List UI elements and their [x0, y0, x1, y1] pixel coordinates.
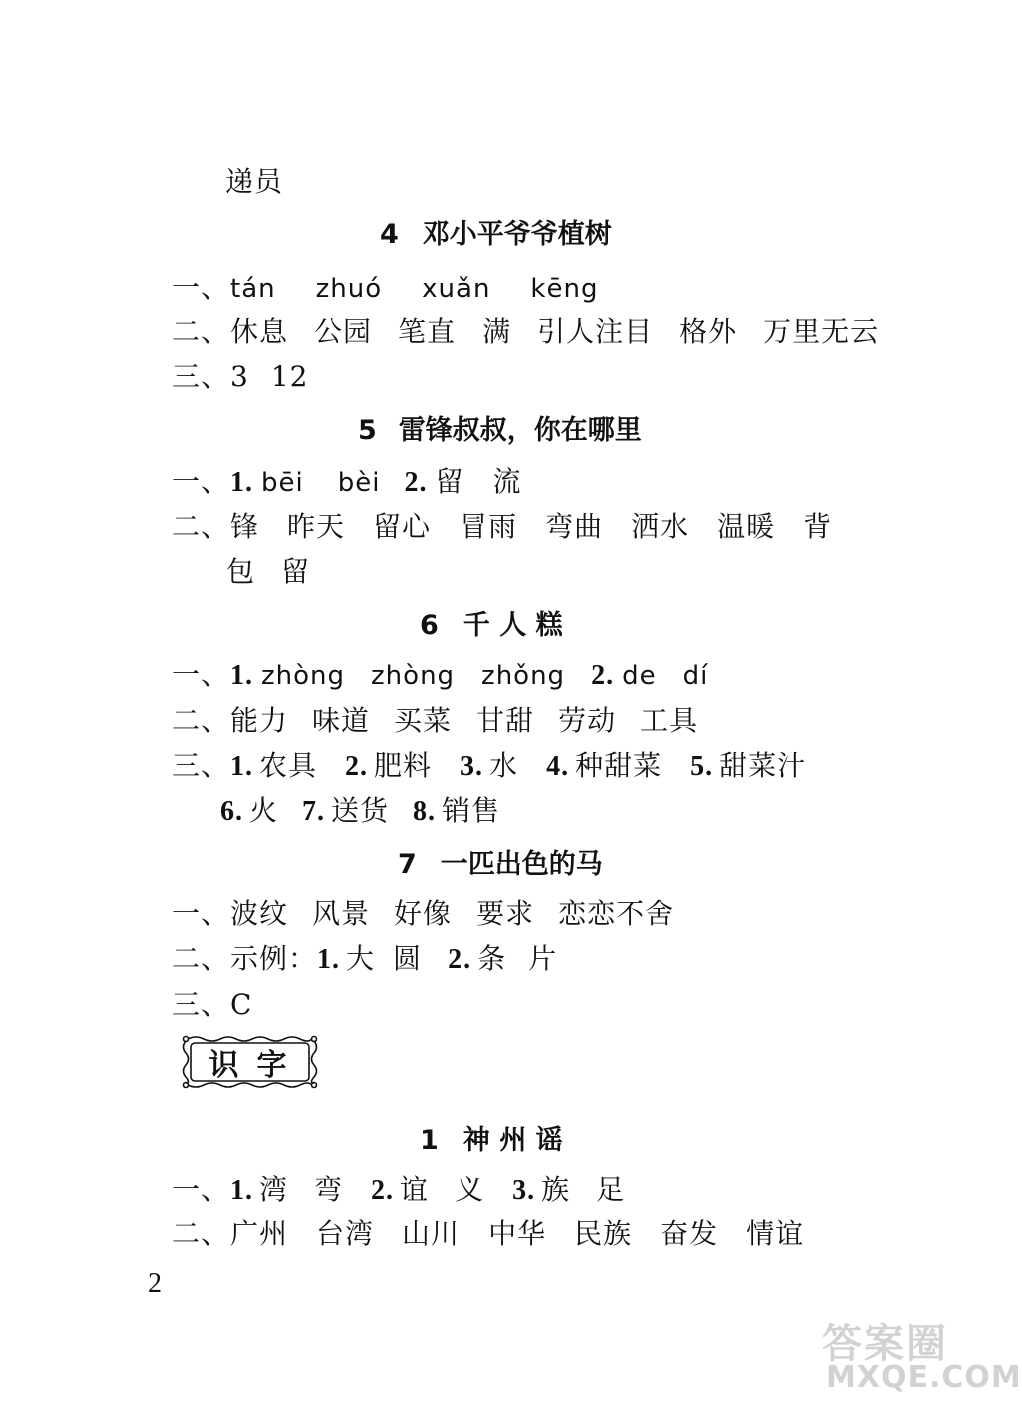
answer-word: 恋恋不舍: [558, 897, 675, 930]
answer-word: 温暖: [717, 510, 776, 543]
section-title-text: 千 人 糕: [462, 610, 563, 641]
section-number: 7: [398, 849, 417, 880]
answer-word: 义: [455, 1173, 485, 1206]
pinyin: dí: [682, 661, 709, 691]
pinyin: de: [622, 661, 657, 691]
answer-word: 能力: [230, 704, 289, 737]
section-title-4: [380, 212, 612, 251]
item-label: 一、: [172, 271, 231, 304]
answer-word: 12: [270, 360, 309, 393]
pinyin: tán: [230, 274, 276, 304]
answer-word: 包: [226, 555, 256, 588]
answer-word: 火: [249, 794, 279, 827]
answer-word: 广州: [230, 1217, 289, 1250]
answer-word: 好像: [394, 897, 453, 930]
item-label: 一、: [172, 658, 231, 691]
answer-line: [172, 1168, 625, 1208]
section-title-7: [398, 842, 603, 881]
answer-word: 3: [230, 360, 249, 393]
answer-word: 休息: [230, 315, 289, 348]
item-number: 2.: [404, 467, 428, 498]
answer-line-continued: [226, 550, 310, 590]
answer-word: 足: [596, 1173, 626, 1206]
answer-word: 台湾: [316, 1217, 375, 1250]
pinyin: zhòng: [261, 661, 346, 691]
pinyin: kēng: [530, 274, 599, 304]
continued-text: 递员: [225, 165, 284, 198]
item-label: 二、: [172, 704, 231, 737]
answer-word: 奋发: [660, 1217, 719, 1250]
answer-word: C: [230, 988, 253, 1021]
answer-word: 谊: [400, 1173, 430, 1206]
answer-word: 风景: [312, 897, 371, 930]
answer-word: 工具: [640, 704, 699, 737]
answer-word: 洒水: [631, 510, 690, 543]
answer-word: 种甜菜: [575, 749, 663, 782]
answer-word: 片: [528, 942, 558, 975]
answer-word: 圆: [393, 942, 423, 975]
answer-line: [172, 355, 308, 395]
answer-word: 销售: [442, 794, 501, 827]
item-label: 一、: [172, 465, 231, 498]
item-number: 2.: [371, 1175, 395, 1206]
answer-word: 留: [281, 555, 311, 588]
answer-line-continued: [220, 789, 500, 829]
item-number: 6.: [220, 796, 243, 827]
item-number: 2.: [591, 660, 615, 691]
item-label: 三、: [172, 988, 231, 1021]
item-label: 二、: [172, 315, 231, 348]
item-label: 一、: [172, 1173, 231, 1206]
item-number: 8.: [413, 796, 437, 827]
item-number: 1.: [230, 660, 254, 691]
answer-word: 流: [492, 465, 522, 498]
item-number: 2.: [448, 944, 472, 975]
unit-badge: [178, 1033, 321, 1091]
item-number: 3.: [512, 1175, 536, 1206]
answer-line: [172, 505, 832, 545]
answer-line: [172, 937, 557, 977]
answer-word: 肥料: [374, 749, 433, 782]
answer-line: [172, 892, 674, 932]
section-title-text: 雷锋叔叔，你在哪里: [398, 415, 642, 446]
answer-word: 族: [541, 1173, 571, 1206]
item-label: 二、: [172, 1217, 231, 1250]
answer-word: 弯曲: [545, 510, 604, 543]
section-number: 5: [358, 415, 377, 446]
pinyin: zhòng: [371, 661, 456, 691]
answer-line: [172, 983, 252, 1023]
example-prefix: 示例：: [230, 942, 318, 975]
answer-line: [172, 744, 806, 784]
answer-word: 锋: [230, 510, 260, 543]
answer-word: 要求: [476, 897, 535, 930]
answer-word: 波纹: [230, 897, 289, 930]
item-label: 二、: [172, 942, 231, 975]
answer-word: 笔直: [398, 315, 457, 348]
section-title-6: [420, 603, 563, 642]
watermark-url: MXQE.COM: [826, 1360, 1022, 1395]
answer-word: 背: [803, 510, 833, 543]
item-number: 1.: [230, 751, 254, 782]
answer-line: [172, 1212, 804, 1252]
answer-word: 昨天: [287, 510, 346, 543]
answer-word: 引人注目: [537, 315, 654, 348]
answer-line: [172, 699, 698, 739]
answer-word: 味道: [312, 704, 371, 737]
answer-word: 公园: [314, 315, 373, 348]
pinyin: zhuó: [315, 274, 383, 304]
answer-word: 情谊: [746, 1217, 805, 1250]
answer-word: 留: [435, 465, 465, 498]
section-title-text: 一匹出色的马: [440, 849, 603, 880]
item-label: 三、: [172, 749, 231, 782]
section-title-text: 邓小平爷爷植树: [422, 219, 612, 250]
item-number: 4.: [546, 751, 570, 782]
section-title-shenzhouyao: [420, 1118, 563, 1157]
answer-word: 万里无云: [763, 315, 880, 348]
page-number: 2: [148, 1268, 162, 1299]
answer-word: 中华: [488, 1217, 547, 1250]
item-number: 1.: [317, 944, 341, 975]
answer-word: 劳动: [558, 704, 617, 737]
answer-word: 甘甜: [476, 704, 535, 737]
section-title-text: 神 州 谣: [462, 1125, 563, 1156]
pinyin: xuǎn: [422, 274, 491, 304]
answer-word: 满: [482, 315, 512, 348]
section-number: 6: [420, 610, 439, 641]
answer-line: [172, 310, 879, 350]
item-label: 三、: [172, 360, 231, 393]
answer-word: 湾: [259, 1173, 289, 1206]
item-number: 2.: [345, 751, 369, 782]
answer-word: 甜菜汁: [719, 749, 807, 782]
section-title-5: [358, 408, 642, 447]
item-number: 1.: [230, 467, 254, 498]
pinyin: zhǒng: [481, 661, 566, 691]
answer-line: [172, 266, 598, 306]
answer-line: [172, 653, 708, 693]
item-number: 7.: [302, 796, 326, 827]
answer-word: 水: [489, 749, 519, 782]
answer-word: 山川: [402, 1217, 461, 1250]
pinyin: bēi: [261, 468, 304, 498]
answer-word: 条: [477, 942, 507, 975]
section-number: 4: [380, 219, 399, 250]
unit-badge-label: 识字: [208, 1048, 305, 1083]
item-label: 二、: [172, 510, 231, 543]
item-number: 3.: [460, 751, 484, 782]
watermark: [822, 1312, 1022, 1396]
answer-line: [172, 460, 522, 500]
watermark-logo-text: 答案圈: [822, 1321, 948, 1367]
answer-word: 买菜: [394, 704, 453, 737]
answer-word: 冒雨: [459, 510, 518, 543]
answer-word: 弯: [314, 1173, 344, 1206]
section-number: 1: [420, 1125, 439, 1156]
answer-word: 留心: [373, 510, 432, 543]
item-number: 5.: [690, 751, 714, 782]
answer-word: 送货: [331, 794, 390, 827]
answer-word: 大: [346, 942, 376, 975]
item-number: 1.: [230, 1175, 254, 1206]
answer-word: 民族: [574, 1217, 633, 1250]
answer-word: 格外: [679, 315, 738, 348]
item-label: 一、: [172, 897, 231, 930]
pinyin: bèi: [337, 468, 381, 498]
answer-word: 农具: [259, 749, 318, 782]
